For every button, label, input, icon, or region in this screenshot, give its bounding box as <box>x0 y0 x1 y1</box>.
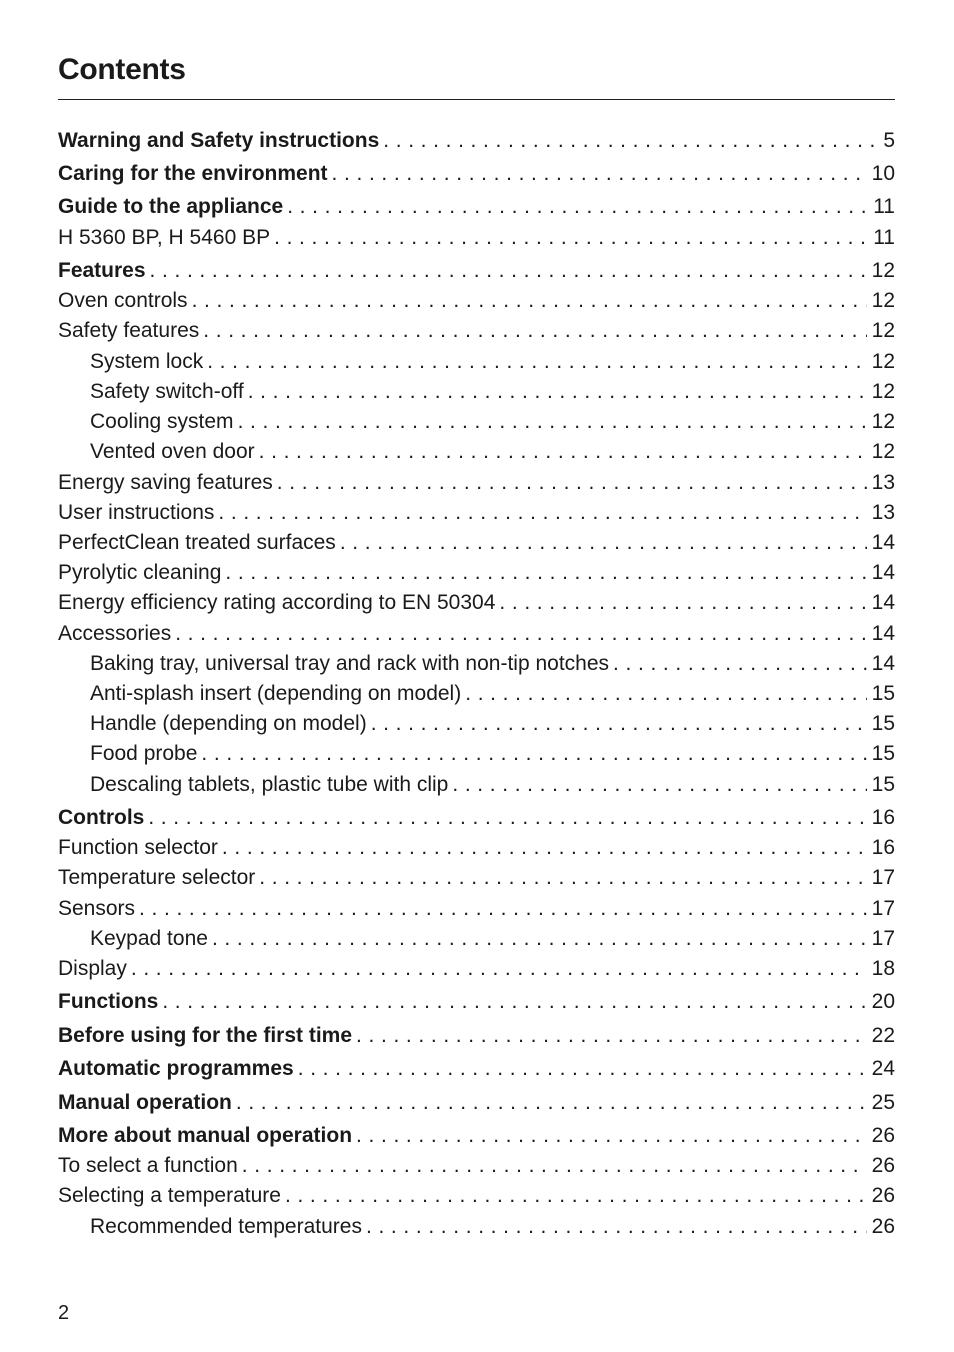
toc-entry[interactable] <box>58 987 895 1017</box>
toc-entry-label: Manual operation <box>58 1091 232 1114</box>
toc-entry[interactable] <box>90 377 895 407</box>
toc-entry-page: 26 <box>871 1154 895 1177</box>
toc-entry[interactable] <box>58 833 895 863</box>
toc-entry-page: 15 <box>871 712 895 735</box>
toc-entry[interactable] <box>90 770 895 800</box>
toc-dot-leader <box>150 256 867 286</box>
toc-dot-leader <box>225 558 866 588</box>
toc-dot-leader <box>356 1021 867 1051</box>
toc-entry[interactable] <box>90 407 895 437</box>
toc-dot-leader <box>203 316 866 346</box>
toc-dot-leader <box>242 1151 867 1181</box>
toc-entry-page: 26 <box>871 1215 895 1238</box>
toc-entry-label: To select a function <box>58 1154 238 1177</box>
toc-entry[interactable] <box>58 1021 895 1051</box>
toc-entry-label: Recommended temperatures <box>90 1215 362 1238</box>
toc-entry[interactable] <box>58 1181 895 1211</box>
toc-entry-page: 15 <box>871 682 895 705</box>
toc-entry-page: 16 <box>871 836 895 859</box>
toc-entry-label: Sensors <box>58 897 136 920</box>
toc-entry[interactable] <box>90 709 895 739</box>
toc-entry[interactable] <box>58 468 895 498</box>
toc-entry[interactable] <box>58 126 895 156</box>
toc-entry-page: 12 <box>871 259 895 282</box>
toc-dot-leader <box>285 1181 867 1211</box>
toc-entry[interactable] <box>58 954 895 984</box>
toc-entry-page: 11 <box>873 195 895 218</box>
toc-entry-page: 24 <box>871 1057 895 1080</box>
toc-entry-label: Display <box>58 957 127 980</box>
toc-entry-page: 17 <box>871 866 895 889</box>
toc-entry-label: Temperature selector <box>58 866 256 889</box>
toc-entry-label: Vented oven door <box>90 440 255 463</box>
toc-entry-label: Keypad tone <box>90 927 208 950</box>
toc-entry-page: 14 <box>871 561 895 584</box>
toc-entry[interactable] <box>58 286 895 316</box>
toc-entry-page: 12 <box>871 350 895 373</box>
toc-entry-page: 14 <box>871 531 895 554</box>
toc-dot-leader <box>248 377 867 407</box>
toc-entry-page: 25 <box>871 1091 895 1114</box>
toc-dot-leader <box>371 709 867 739</box>
toc-entry-label: Selecting a temperature <box>58 1184 281 1207</box>
toc-entry[interactable] <box>58 619 895 649</box>
toc-dot-leader <box>340 528 867 558</box>
toc-entry[interactable] <box>58 256 895 286</box>
toc-entry-page: 17 <box>871 897 895 920</box>
toc-entry-label: Descaling tablets, plastic tube with clip <box>90 773 449 796</box>
toc-entry[interactable] <box>58 1088 895 1118</box>
toc-entry-page: 12 <box>871 319 895 342</box>
toc-dot-leader <box>162 987 866 1017</box>
toc-entry-page: 14 <box>871 652 895 675</box>
toc-entry-page: 12 <box>871 380 895 403</box>
toc-entry[interactable] <box>58 528 895 558</box>
page-number: 2 <box>58 1302 70 1324</box>
toc-entry-label: Oven controls <box>58 289 188 312</box>
toc-dot-leader <box>287 192 868 222</box>
toc-entry-page: 14 <box>871 622 895 645</box>
toc-entry[interactable] <box>58 1054 895 1084</box>
toc-entry-page: 5 <box>883 129 895 152</box>
toc-entry-page: 12 <box>871 410 895 433</box>
toc-entry-page: 11 <box>873 226 895 249</box>
toc-entry-label: More about manual operation <box>58 1124 353 1147</box>
toc-entry-label: Warning and Safety instructions <box>58 129 380 152</box>
toc-entry-label: Food probe <box>90 742 198 765</box>
toc-dot-leader <box>139 894 867 924</box>
toc-dot-leader <box>259 863 866 893</box>
toc-dot-leader <box>236 1088 867 1118</box>
toc-dot-leader <box>148 803 866 833</box>
toc-dot-leader <box>175 619 866 649</box>
toc-dot-leader <box>218 498 866 528</box>
toc-entry[interactable] <box>90 739 895 769</box>
toc-entry-page: 10 <box>871 162 895 185</box>
toc-entry-label: Controls <box>58 806 145 829</box>
toc-entry-label: Before using for the first time <box>58 1024 353 1047</box>
toc-entry-label: H 5360 BP, H 5460 BP <box>58 226 271 249</box>
toc-entry[interactable] <box>58 1121 895 1151</box>
toc-dot-leader <box>192 286 867 316</box>
toc-entry[interactable] <box>90 437 895 467</box>
toc-dot-leader <box>277 468 867 498</box>
toc-dot-leader <box>201 739 866 769</box>
toc-dot-leader <box>259 437 867 467</box>
toc-dot-leader <box>274 223 868 253</box>
toc-dot-leader <box>613 649 867 679</box>
toc-entry-label: Automatic programmes <box>58 1057 294 1080</box>
toc-entry-page: 15 <box>871 773 895 796</box>
toc-entry[interactable] <box>58 588 895 618</box>
toc-entry-page: 20 <box>871 990 895 1013</box>
page-title: Contents <box>58 53 186 86</box>
toc-entry-label: User instructions <box>58 501 215 524</box>
toc-entry[interactable] <box>90 924 895 954</box>
toc-entry-label: Features <box>58 259 146 282</box>
toc-entry-page: 18 <box>871 957 895 980</box>
toc-entry-page: 12 <box>871 440 895 463</box>
toc-entry-label: Caring for the environment <box>58 162 328 185</box>
toc-dot-leader <box>222 833 867 863</box>
toc-entry[interactable] <box>58 894 895 924</box>
toc-entry-page: 17 <box>871 927 895 950</box>
toc-entry-label: Functions <box>58 990 159 1013</box>
toc-dot-leader <box>332 159 867 189</box>
toc-entry[interactable] <box>58 192 895 222</box>
toc-dot-leader <box>452 770 866 800</box>
toc-entry-label: Energy efficiency rating according to EN 50304 <box>58 591 496 614</box>
toc-entry[interactable] <box>58 558 895 588</box>
toc-entry-label: PerfectClean treated surfaces <box>58 531 336 554</box>
toc-entry-label: Handle (depending on model) <box>90 712 367 735</box>
toc-entry-label: Function selector <box>58 836 218 859</box>
title-divider <box>58 99 895 100</box>
toc-dot-leader <box>356 1121 867 1151</box>
toc-entry-label: Pyrolytic cleaning <box>58 561 222 584</box>
toc-entry-label: Accessories <box>58 622 172 645</box>
toc-entry[interactable] <box>90 347 895 377</box>
toc-entry-page: 16 <box>871 806 895 829</box>
toc-dot-leader <box>131 954 867 984</box>
toc-entry-label: Guide to the appliance <box>58 195 284 218</box>
toc-entry-label: Safety features <box>58 319 200 342</box>
toc-entry[interactable] <box>58 863 895 893</box>
toc-dot-leader <box>212 924 867 954</box>
toc-entry[interactable] <box>58 316 895 346</box>
toc-entry-page: 14 <box>871 591 895 614</box>
toc-entry-label: System lock <box>90 350 204 373</box>
toc-entry[interactable] <box>90 679 895 709</box>
toc-dot-leader <box>207 347 866 377</box>
toc-dot-leader <box>366 1212 867 1242</box>
toc-entry[interactable] <box>58 498 895 528</box>
toc-dot-leader <box>298 1054 867 1084</box>
toc-entry-label: Cooling system <box>90 410 234 433</box>
toc-dot-leader <box>238 407 867 437</box>
toc-entry-label: Anti-splash insert (depending on model) <box>90 682 462 705</box>
toc-entry[interactable] <box>90 1212 895 1242</box>
toc-entry-page: 12 <box>871 289 895 312</box>
toc-entry[interactable] <box>90 649 895 679</box>
toc-entry-page: 26 <box>871 1124 895 1147</box>
toc-entry-page: 15 <box>871 742 895 765</box>
toc-entry-label: Baking tray, universal tray and rack with non-tip notches <box>90 652 610 675</box>
toc-entry-label: Safety switch-off <box>90 380 244 403</box>
toc-entry[interactable] <box>58 1151 895 1181</box>
toc-entry-page: 13 <box>871 471 895 494</box>
toc-entry[interactable] <box>58 803 895 833</box>
toc-entry[interactable] <box>58 223 895 253</box>
toc-entry-label: Energy saving features <box>58 471 273 494</box>
toc-entry-page: 13 <box>871 501 895 524</box>
toc-dot-leader <box>383 126 878 156</box>
toc-dot-leader <box>499 588 866 618</box>
toc-entry-page: 22 <box>871 1024 895 1047</box>
toc-entry[interactable] <box>58 159 895 189</box>
toc-entry-page: 26 <box>871 1184 895 1207</box>
toc-dot-leader <box>465 679 866 709</box>
